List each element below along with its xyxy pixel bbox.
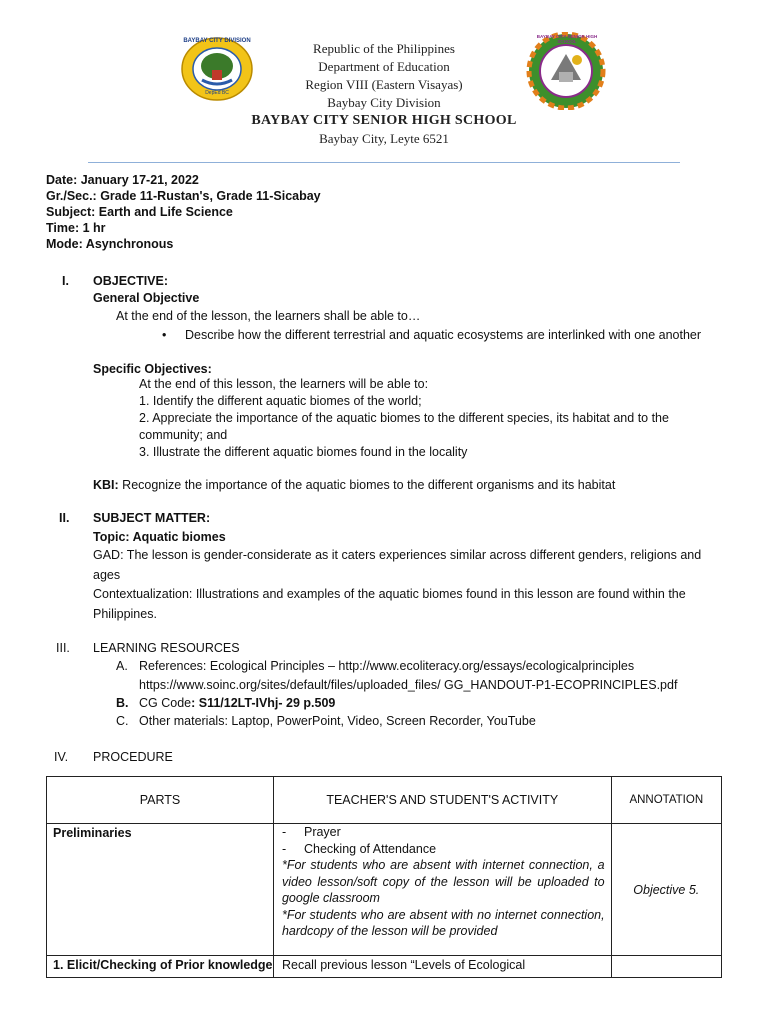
row-part-elicit: 1. Elicit/Checking of Prior knowledge xyxy=(47,956,274,978)
header-division: Baybay City Division xyxy=(327,95,441,110)
procedure-table xyxy=(46,776,722,978)
header-republic: Republic of the Philippines xyxy=(313,41,455,56)
topic: Topic: Aquatic biomes xyxy=(93,530,226,544)
objective-title: OBJECTIVE: xyxy=(93,274,169,288)
lesson-info xyxy=(46,172,321,252)
header-divider xyxy=(88,162,680,163)
resource-c-materials: Other materials: Laptop, PowerPoint, Video, Screen Recorder, YouTube xyxy=(139,714,536,728)
info-subject: Subject: Earth and Life Science xyxy=(46,205,233,219)
activity-prayer: Prayer xyxy=(303,825,341,839)
general-objective-title: General Objective xyxy=(93,291,200,305)
header-department: Department of Education xyxy=(318,59,450,74)
document-header xyxy=(0,40,768,148)
specific-objective-3: 3. Illustrate the different aquatic biomes found in the locality xyxy=(139,445,468,459)
contextualization-cont: Philippines. xyxy=(93,607,157,621)
row-annotation-preliminaries: Objective 5. xyxy=(611,824,721,956)
note-no-internet: *For students who are absent with no internet connection, hardcopy of the lesson will be provided xyxy=(281,907,605,938)
resource-a-letter: A. xyxy=(116,659,128,673)
activity-attendance: Checking of Attendance xyxy=(303,841,437,856)
gad-statement-cont: ages xyxy=(93,568,121,582)
specific-objective-2: 2. Appreciate the importance of the aquatic biomes to the different species, its habitat and to the xyxy=(139,411,669,425)
procedure-numeral: IV. xyxy=(54,750,69,764)
row-annotation-elicit xyxy=(611,956,721,978)
resources-numeral: III. xyxy=(56,641,70,655)
cg-code-value: : S11/12LT-IVhj- 29 p.509 xyxy=(191,696,336,710)
kbi-text: Recognize the importance of the aquatic biomes to the different organisms and its habitat xyxy=(118,478,616,492)
row-activity-elicit: Recall previous lesson “Levels of Ecological xyxy=(273,956,611,978)
col-header-annotation: ANNOTATION xyxy=(611,777,721,824)
general-objective-intro: At the end of the lesson, the learners shall be able to… xyxy=(116,309,421,323)
cg-code-label: CG Code xyxy=(139,696,192,710)
resource-b-letter: B. xyxy=(116,696,129,710)
table-row xyxy=(47,956,722,978)
subject-matter-numeral: II. xyxy=(59,511,70,525)
subject-matter-title: SUBJECT MATTER: xyxy=(93,511,211,525)
contextualization: Contextualization: Illustrations and examples of the aquatic biomes found in this lesson are found within the xyxy=(93,587,686,601)
resource-c-letter: C. xyxy=(116,714,129,728)
kbi-label: KBI: xyxy=(93,478,119,492)
info-grade-section: Gr./Sec.: Grade 11-Rustan's, Grade 11-Sicabay xyxy=(46,189,321,203)
header-region: Region VIII (Eastern Visayas) xyxy=(305,77,463,92)
kbi-statement xyxy=(93,477,615,493)
note-internet: *For students who are absent with internet connection, a video lesson/soft copy of the lesson will be uploaded to google classroom xyxy=(281,858,605,905)
specific-objectives-title: Specific Objectives: xyxy=(93,362,212,376)
specific-objective-2-cont: community; and xyxy=(139,428,228,442)
col-header-activity: TEACHER'S AND STUDENT'S ACTIVITY xyxy=(273,777,611,824)
resource-b-cg-code xyxy=(139,695,335,711)
header-school-name: BAYBAY CITY SENIOR HIGH SCHOOL xyxy=(251,113,517,128)
info-date: Date: January 17-21, 2022 xyxy=(46,173,199,187)
resource-a-references: References: Ecological Principles – http://www.ecoliteracy.org/essays/ecologicalprinciples xyxy=(139,659,635,673)
seal-left-label: BAYBAY CITY DIVISION xyxy=(183,38,251,44)
row-part-preliminaries: Preliminaries xyxy=(47,824,274,956)
specific-objective-1: 1. Identify the different aquatic biomes of the world; xyxy=(139,394,422,408)
resources-title: LEARNING RESOURCES xyxy=(93,641,240,655)
header-address: Baybay City, Leyte 6521 xyxy=(319,131,449,146)
col-header-parts: PARTS xyxy=(47,777,274,824)
info-time: Time: 1 hr xyxy=(46,221,106,235)
objective-numeral: I. xyxy=(62,274,69,288)
procedure-title: PROCEDURE xyxy=(93,750,173,764)
row-activity-preliminaries: - Prayer - Checking of Attendance *For students who are absent with internet connection, a video lesson/soft copy of the lesson will be uploaded to google classroom *For students who are absent with no internet connection, hardcopy of the lesson will be provided xyxy=(273,824,611,956)
info-mode: Mode: Asynchronous xyxy=(46,237,174,251)
procedure-table-header xyxy=(47,777,722,824)
bullet-icon: • xyxy=(162,328,167,342)
gad-statement: GAD: The lesson is gender-considerate as it caters experiences similar across different genders, religions and xyxy=(93,548,702,562)
seal-left-sublabel: DepEd BC xyxy=(205,90,229,96)
resource-a-references-url: https://www.soinc.org/sites/default/files/uploaded_files/ GG_HANDOUT-P1-ECOPRINCIPLES.pdf xyxy=(139,678,678,692)
specific-objectives-intro: At the end of this lesson, the learners will be able to: xyxy=(139,377,429,391)
table-row xyxy=(47,824,722,956)
general-objective-bullet: Describe how the different terrestrial and aquatic ecosystems are interlinked with one another xyxy=(185,328,702,342)
seal-right-label: BAYBAY CITY SENIOR HIGH SCHOOL xyxy=(536,34,598,44)
